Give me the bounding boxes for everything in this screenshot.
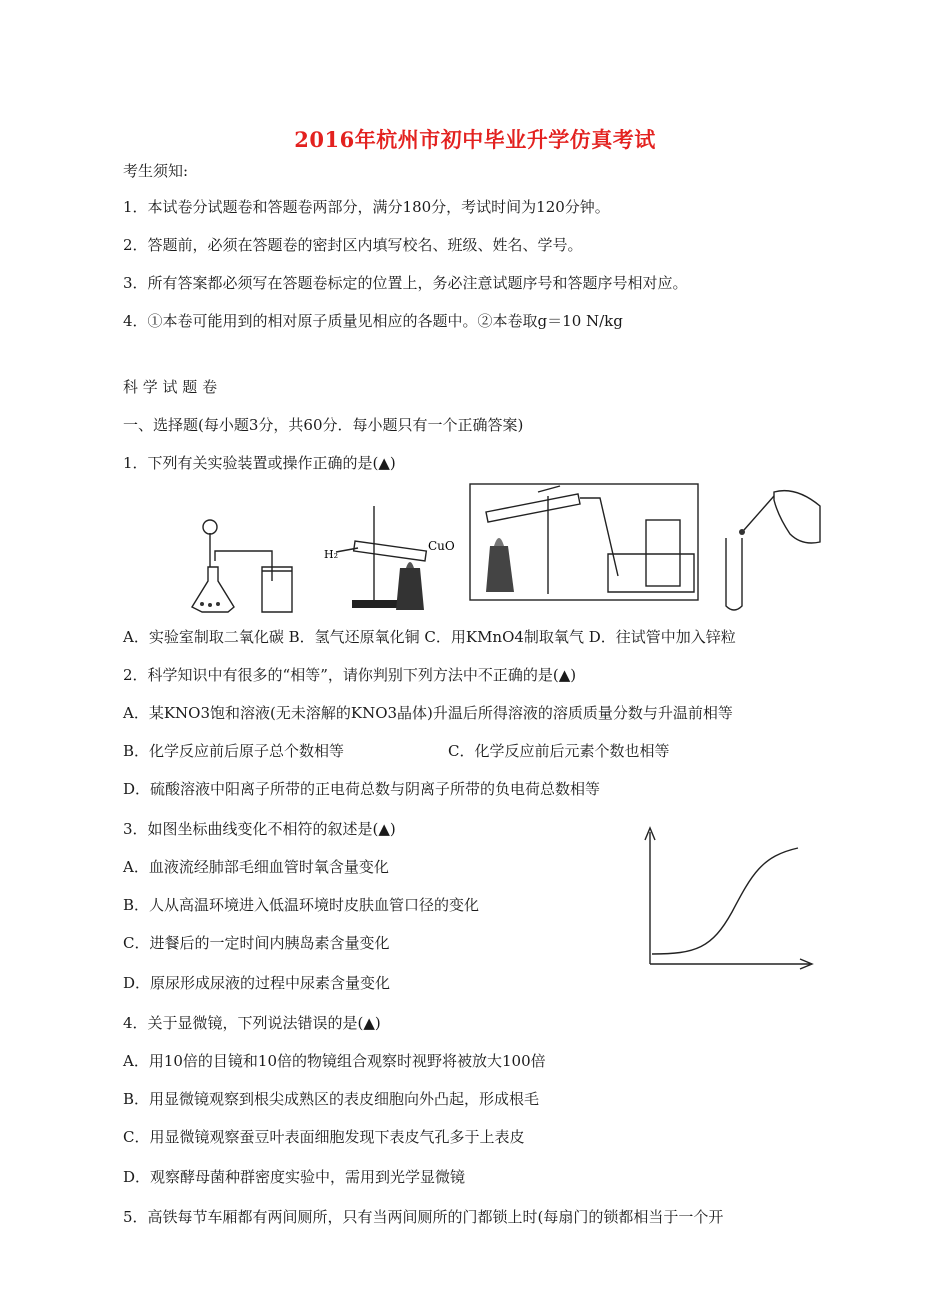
q4-option-a: A．用10倍的目镜和10倍的物镜组合观察时视野将被放大100倍 — [123, 1052, 546, 1070]
q3-curve-graph — [636, 826, 816, 972]
q5-stem: 5．高铁每节车厢都有两间厕所，只有当两间厕所的门都锁上时(每扇门的锁都相当于一个开 — [123, 1208, 724, 1226]
cuo-label: CuO — [428, 539, 455, 553]
notice-item: 4．①本卷可能用到的相对原子质量见相应的各题中。②本卷取g＝10 N/kg — [123, 312, 623, 330]
q3-option-b: B．人从高温环境进入低温环境时皮肤血管口径的变化 — [123, 896, 480, 914]
q2-option-d: D．硫酸溶液中阳离子所带的正电荷总数与阴离子所带的负电荷总数相等 — [123, 780, 601, 798]
q3-stem: 3．如图坐标曲线变化不相符的叙述是(▲) — [123, 820, 396, 838]
notice-item: 2．答题前，必须在答题卷的密封区内填写校名、班级、姓名、学号。 — [123, 236, 583, 254]
q1-apparatus-d — [716, 486, 826, 614]
q2-option-a: A．某KNO3饱和溶液(无未溶解的KNO3晶体)升温后所得溶液的溶质质量分数与升温前相等 — [123, 704, 733, 722]
q4-option-b: B．用显微镜观察到根尖成熟区的表皮细胞向外凸起，形成根毛 — [123, 1090, 540, 1108]
q1-apparatus-c — [468, 482, 700, 602]
q2-stem: 2．科学知识中有很多的“相等”，请你判别下列方法中不正确的是(▲) — [123, 666, 577, 684]
q4-stem: 4．关于显微镜，下列说法错误的是(▲) — [123, 1014, 381, 1032]
q4-option-c: C．用显微镜观察蚕豆叶表面细胞发现下表皮气孔多于上表皮 — [123, 1128, 525, 1146]
section-title: 科 学 试 题 卷 — [123, 378, 218, 396]
notice-item: 1．本试卷分试题卷和答题卷两部分，满分180分，考试时间为120分钟。 — [123, 198, 610, 216]
q1-apparatus-a — [188, 515, 300, 615]
q3-option-a: A．血液流经肺部毛细血管时氧含量变化 — [123, 858, 389, 876]
q3-option-c: C．进餐后的一定时间内胰岛素含量变化 — [123, 934, 390, 952]
part-heading: 一、选择题(每小题3分，共60分．每小题只有一个正确答案) — [123, 416, 524, 434]
notice-item: 3．所有答案都必须写在答题卷标定的位置上，务必注意试题序号和答题序号相对应。 — [123, 274, 688, 292]
q1-apparatus-b — [320, 498, 470, 613]
q2-option-c: C．化学反应前后元素个数也相等 — [448, 742, 670, 760]
exam-title: 2016年杭州市初中毕业升学仿真考试 — [294, 127, 656, 152]
q1-stem: 1．下列有关实验装置或操作正确的是(▲) — [123, 454, 396, 472]
h2-label: H₂ — [324, 548, 339, 561]
q4-option-d: D．观察酵母菌种群密度实验中，需用到光学显微镜 — [123, 1168, 466, 1186]
notice-heading: 考生须知: — [123, 162, 189, 180]
q3-option-d: D．原尿形成尿液的过程中尿素含量变化 — [123, 974, 391, 992]
q2-option-b: B．化学反应前后原子总个数相等 — [123, 742, 345, 760]
q1-options: A．实验室制取二氧化碳 B．氢气还原氧化铜 C．用KMnO4制取氧气 D．往试管中加入锌粒 — [123, 628, 736, 646]
